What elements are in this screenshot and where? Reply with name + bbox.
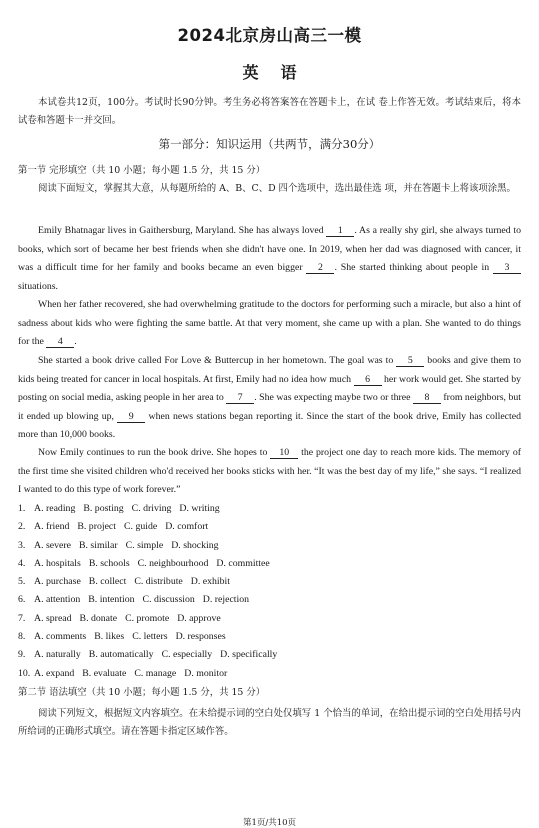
option-row: 8. A. comments B. likes C. letters D. responses [18,631,226,643]
section2-title: 第二节 语法填空（共 10 小题；每小题 1.5 分，共 15 分） [18,687,266,698]
passage-paragraph-1: Emily Bhatnagar lives in Gaithersburg, Maryland. She has always loved 1 . As a really shy girl, she always turned to books, which sort of became her best friends when she didn't have one. In 2019, when her dad was diagnosed with cancer, it was a difficult time for her family and books became an even bigger 2 . She started thinking about people in 3 situations. [18,225,521,292]
blank-3: 3 [493,262,521,274]
part1-title: 第一部分：知识运用（共两节，满分30分） [158,137,381,151]
blank-4: 4 [46,336,74,348]
blank-10: 10 [270,447,298,459]
exam-title: 2024北京房山高三一模 [177,26,362,45]
blank-7: 7 [226,392,254,404]
passage-paragraph-4: Now Emily continues to run the book drive. She hopes to 10 the project one day to reach more kids. The memory of the first time she visited children who'd received her books sticks with her. “It was the best day of my life,” she says. “I realized I wanted to do this type of work forever.” [18,447,521,495]
option-row: 6. A. attention B. intention C. discussion D. rejection [18,594,250,606]
options-list [18,500,521,683]
blank-6: 6 [354,374,382,386]
passage-paragraph-3: She started a book drive called For Love & Buttercup in her hometown. The goal was to 5 books and give them to kids being treated for cancer in local hospitals. At first, Emily had no idea how much 6 her work would get. She started by posting on social media, asking people in her area to 7 . She was expecting maybe two or three 8 from neighbors, but it ended up blowing up, 9 when news stations began reporting it. Since the start of the book drive, Emily has collected more than 10,000 books. [18,355,522,440]
blank-9: 9 [117,411,145,423]
section2-directions: 阅读下列短文，根据短文内容填空。在未给提示词的空白处仅填写 1 个恰当的单词，在给出提示词的空白处用括号内所给词的正确形式填空。请在答题卡指定区域作答。 [18,708,521,738]
option-row: 3. A. severe B. similar C. simple D. shocking [18,539,219,551]
blank-5: 5 [396,355,424,367]
passage-paragraph-2: When her father recovered, she had overwhelming gratitude to the doctors for performing such a miracle, but also a hint of sadness about kids who were fighting the same battle. At that very moment, she came up with a plan. She wanted to do things for the 4 . [18,299,521,347]
page-footer: 第1页/共10页 [242,818,297,828]
option-row: 4. A. hospitals B. schools C. neighbourhood D. committee [18,557,270,569]
section1-title: 第一节 完形填空（共 10 小题；每小题 1.5 分，共 15 分） [18,165,266,176]
blank-1: 1 [326,225,354,237]
option-row: 1. A. reading B. posting C. driving D. writing [18,503,220,514]
option-row: 5. A. purchase B. collect C. distribute D. exhibit [18,576,230,588]
section1-directions: 阅读下面短文，掌握其大意，从每题所给的 A、B、C、D 四个选项中，选出最佳选 项，并在答题卡上将该项涂黑。 [38,183,516,194]
option-row: 9. A. naturally B. automatically C. especially D. specifically [18,649,278,661]
subject-title: 英语 [242,63,319,82]
blank-2: 2 [306,262,334,274]
option-row: 10. A. expand B. evaluate C. manage D. monitor [18,667,228,679]
blank-8: 8 [413,392,441,404]
exam-instructions: 本试卷共12页，100分。考试时长90分钟。考生务必将答案答在答题卡上，在试 卷上作答无效。考试结束后，将本试卷和答题卡一并交回。 [18,97,521,127]
option-row: 2. A. friend B. project C. guide D. comfort [18,521,209,533]
option-row: 7. A. spread B. donate C. promote D. approve [18,612,221,624]
